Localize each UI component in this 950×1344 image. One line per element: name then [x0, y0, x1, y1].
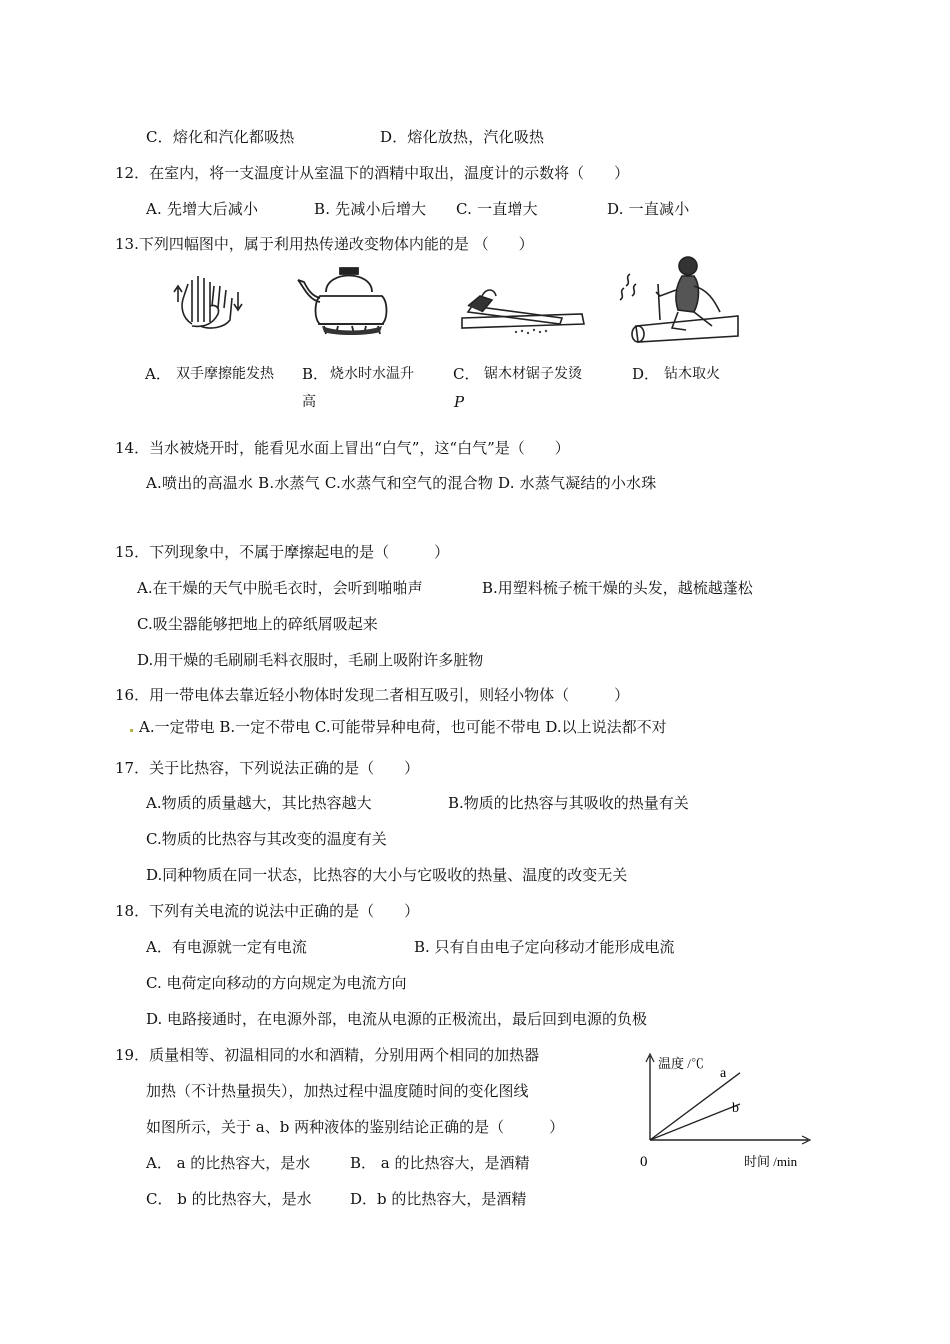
- q13-option-a-letter: A．: [145, 365, 171, 383]
- temperature-time-graph: [630, 1048, 820, 1176]
- q19-option-c: C． b 的比热容大，是水: [146, 1190, 312, 1208]
- q15-stem: 15．下列现象中，不属于摩擦起电的是（ ）: [115, 543, 450, 561]
- x-axis-label: 时间 /min: [744, 1154, 798, 1169]
- q15-option-c: C.吸尘器能够把地上的碎纸屑吸起来: [137, 615, 378, 633]
- q15-option-b: B.用塑料梳子梳干燥的头发，越梳越蓬松: [482, 579, 753, 597]
- q19-stem-cont-1: 加热（不计热量损失），加热过程中温度随时间的变化图线: [146, 1082, 529, 1100]
- q12-option-c: C. 一直增大: [456, 200, 538, 218]
- q16-stem: 16．用一带电体去靠近轻小物体时发现二者相互吸引，则轻小物体（ ）: [115, 686, 630, 704]
- q11-option-c: C．熔化和汽化都吸热: [146, 128, 295, 146]
- series-line-b: [650, 1104, 740, 1140]
- q18-option-d: D. 电路接通时，在电源外部，电流从电源的正极流出，最后回到电源的负极: [146, 1010, 648, 1028]
- q12-option-d: D. 一直减小: [607, 200, 690, 218]
- q17-option-d: D.同种物质在同一状态，比热容的大小与它吸收的热量、温度的改变无关: [146, 866, 628, 884]
- q19-stem: 19．质量相等、初温相同的水和酒精，分别用两个相同的加热器: [115, 1046, 540, 1064]
- stray-dot: [130, 729, 133, 732]
- q12-stem: 12．在室内，将一支温度计从室温下的酒精中取出，温度计的示数将（ ）: [115, 164, 630, 182]
- series-line-a: [650, 1073, 740, 1140]
- q19-option-b: B． a 的比热容大，是酒精: [350, 1154, 530, 1172]
- q17-stem: 17．关于比热容，下列说法正确的是（ ）: [115, 759, 420, 777]
- q13-option-d-letter: D．: [632, 365, 660, 383]
- q15-option-d: D.用干燥的毛刷刷毛料衣服时，毛刷上吸附许多脏物: [137, 651, 484, 669]
- q14-options: A.喷出的高温水 B.水蒸气 C.水蒸气和空气的混合物 D. 水蒸气凝结的小水珠: [146, 474, 657, 492]
- q17-option-c: C.物质的比热容与其改变的温度有关: [146, 830, 387, 848]
- y-axis-label: 温度 /℃: [658, 1056, 704, 1071]
- q18-stem: 18．下列有关电流的说法中正确的是（ ）: [115, 902, 420, 920]
- q12-option-a: A. 先增大后减小: [146, 200, 259, 218]
- q13-option-c-letter: C．: [453, 365, 480, 383]
- q18-option-b: B. 只有自由电子定向移动才能形成电流: [414, 938, 675, 956]
- q13-stem: 13.下列四幅图中，属于利用热传递改变物体内能的是 （ ）: [115, 235, 534, 253]
- q11-option-d: D．熔化放热，汽化吸热: [380, 128, 545, 146]
- q13-option-a: 双手摩擦能发热: [176, 366, 274, 382]
- q19-option-d: D．b 的比热容大，是酒精: [350, 1190, 527, 1208]
- q19-option-a: A． a 的比热容大，是水: [146, 1154, 311, 1172]
- q17-option-b: B.物质的比热容与其吸收的热量有关: [448, 794, 689, 812]
- q13-option-b-cont: 高: [302, 394, 316, 410]
- origin-label: 0: [640, 1154, 648, 1170]
- hands-icon: [170, 268, 246, 334]
- kettle-icon: [296, 262, 400, 336]
- q13-stray-mark: P: [454, 393, 465, 411]
- q12-option-b: B. 先减小后增大: [314, 200, 427, 218]
- q13-option-d: 钻木取火: [664, 366, 720, 382]
- q17-option-a: A.物质的质量越大，其比热容越大: [146, 794, 372, 812]
- q13-option-c: 锯木材锯子发烫: [484, 366, 582, 382]
- q19-stem-cont-2: 如图所示，关于 a、b 两种液体的鉴别结论正确的是（ ）: [146, 1118, 565, 1136]
- q15-option-a: A.在干燥的天气中脱毛衣时，会听到啪啪声: [137, 579, 423, 597]
- q13-option-b: 烧水时水温升: [330, 366, 414, 382]
- q18-option-c: C. 电荷定向移动的方向规定为电流方向: [146, 974, 407, 992]
- q13-option-b-letter: B．: [302, 365, 329, 383]
- series-label-b: b: [732, 1101, 739, 1116]
- series-label-a: a: [720, 1065, 727, 1081]
- saw-icon: [452, 284, 586, 338]
- q14-stem: 14．当水被烧开时，能看见水面上冒出“白气”，这“白气”是（ ）: [115, 439, 570, 457]
- q18-option-a: A．有电源就一定有电流: [146, 938, 307, 956]
- q16-options: A.一定带电 B.一定不带电 C.可能带异种电荷，也可能不带电 D.以上说法都不对: [139, 718, 667, 736]
- drill-fire-icon: [616, 256, 740, 346]
